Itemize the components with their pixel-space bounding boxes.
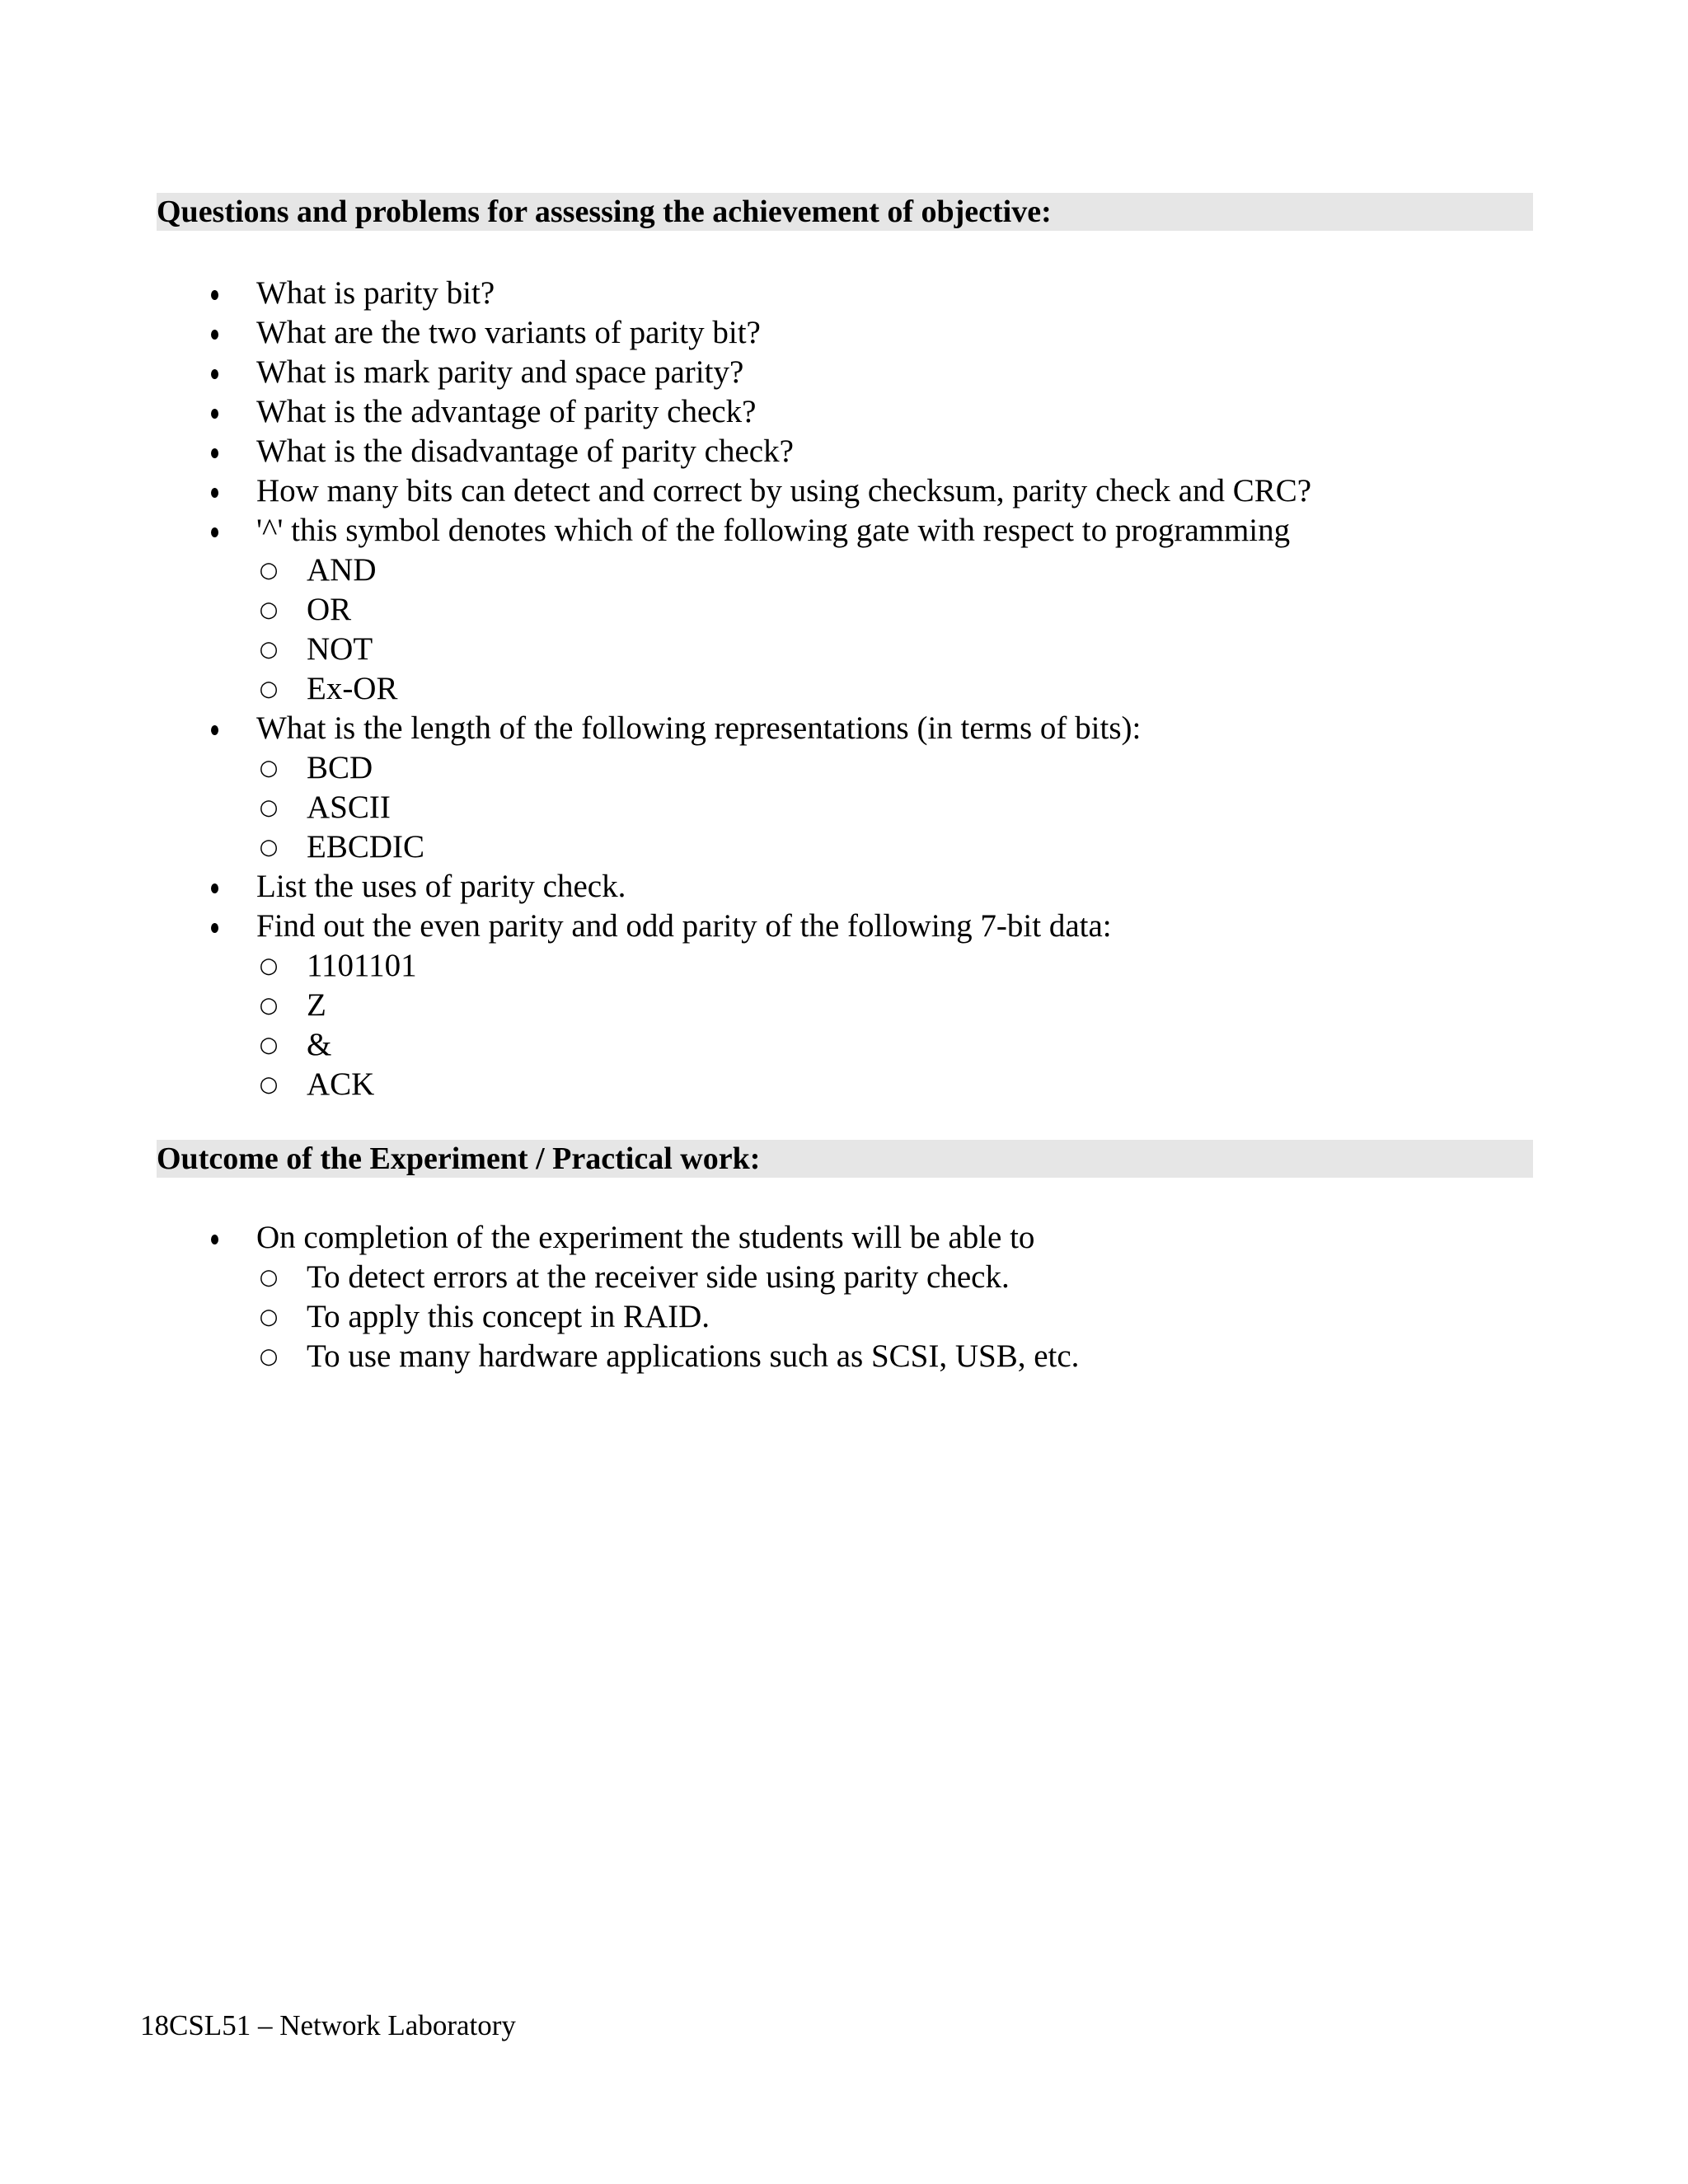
- page-footer: 18CSL51 – Network Laboratory: [140, 2009, 516, 2041]
- list-item-text: How many bits can detect and correct by using checksum, parity check and CRC?: [256, 473, 1312, 509]
- bullet-icon: [206, 709, 223, 748]
- circle-bullet-icon: ○: [259, 756, 279, 780]
- list-item-text: '^' this symbol denotes which of the following gate with respect to programming: [256, 513, 1291, 548]
- bullet-icon: [206, 907, 223, 946]
- outcome-section-heading: Outcome of the Experiment / Practical work:: [157, 1140, 1533, 1178]
- sub-list-item-text: BCD: [307, 750, 373, 785]
- list-item-text: What is parity bit?: [256, 275, 495, 311]
- circle-bullet-icon: ○: [259, 1344, 279, 1369]
- sub-list-item-text: To use many hardware applications such as SCSI, USB, etc.: [307, 1338, 1080, 1374]
- circle-bullet-icon: ○: [259, 1072, 279, 1097]
- sub-list-item-text: ACK: [307, 1066, 375, 1102]
- sub-list-item-text: ASCII: [307, 790, 391, 825]
- list-item-text: List the uses of parity check.: [256, 869, 626, 904]
- bullet-icon: [206, 392, 223, 432]
- list-item-text: What is the advantage of parity check?: [256, 394, 757, 429]
- circle-bullet-icon: ○: [259, 954, 279, 978]
- circle-bullet-icon: ○: [259, 598, 279, 622]
- list-item-text: What is the length of the following representations (in terms of bits):: [256, 710, 1142, 746]
- bullet-icon: [206, 313, 223, 353]
- list-item-text: On completion of the experiment the students will be able to: [256, 1220, 1035, 1255]
- sub-list-item-text: NOT: [307, 631, 373, 667]
- circle-bullet-icon: ○: [259, 993, 279, 1018]
- bullet-icon: [206, 432, 223, 471]
- sub-list-item-text: To apply this concept in RAID.: [307, 1299, 710, 1334]
- sub-list-item-text: EBCDIC: [307, 829, 425, 865]
- sub-list-item-text: OR: [307, 592, 352, 627]
- sub-list-item-text: Z: [307, 987, 326, 1023]
- list-item-text: What is mark parity and space parity?: [256, 354, 744, 390]
- bullet-icon: [206, 353, 223, 392]
- sub-list-item-text: 1101101: [307, 948, 417, 983]
- sub-list-item-text: To detect errors at the receiver side using parity check.: [307, 1259, 1010, 1295]
- circle-bullet-icon: ○: [259, 795, 279, 820]
- bullet-icon: [206, 274, 223, 313]
- list-item-text: What are the two variants of parity bit?: [256, 315, 761, 350]
- circle-bullet-icon: ○: [259, 1305, 279, 1329]
- bullet-icon: [206, 511, 223, 551]
- circle-bullet-icon: ○: [259, 1265, 279, 1290]
- bullet-icon: [206, 867, 223, 907]
- list-item-text: Find out the even parity and odd parity of the following 7-bit data:: [256, 908, 1112, 944]
- questions-section-heading: Questions and problems for assessing the achievement of objective:: [157, 193, 1533, 231]
- circle-bullet-icon: ○: [259, 677, 279, 701]
- bullet-icon: [206, 471, 223, 511]
- circle-bullet-icon: ○: [259, 1033, 279, 1057]
- bullet-icon: [206, 1218, 223, 1258]
- list-item-text: What is the disadvantage of parity check?: [256, 434, 794, 469]
- sub-list-item-text: &: [307, 1027, 332, 1062]
- sub-list-item-text: AND: [307, 552, 377, 588]
- circle-bullet-icon: ○: [259, 637, 279, 662]
- circle-bullet-icon: ○: [259, 558, 279, 583]
- circle-bullet-icon: ○: [259, 835, 279, 860]
- sub-list-item-text: Ex-OR: [307, 671, 398, 706]
